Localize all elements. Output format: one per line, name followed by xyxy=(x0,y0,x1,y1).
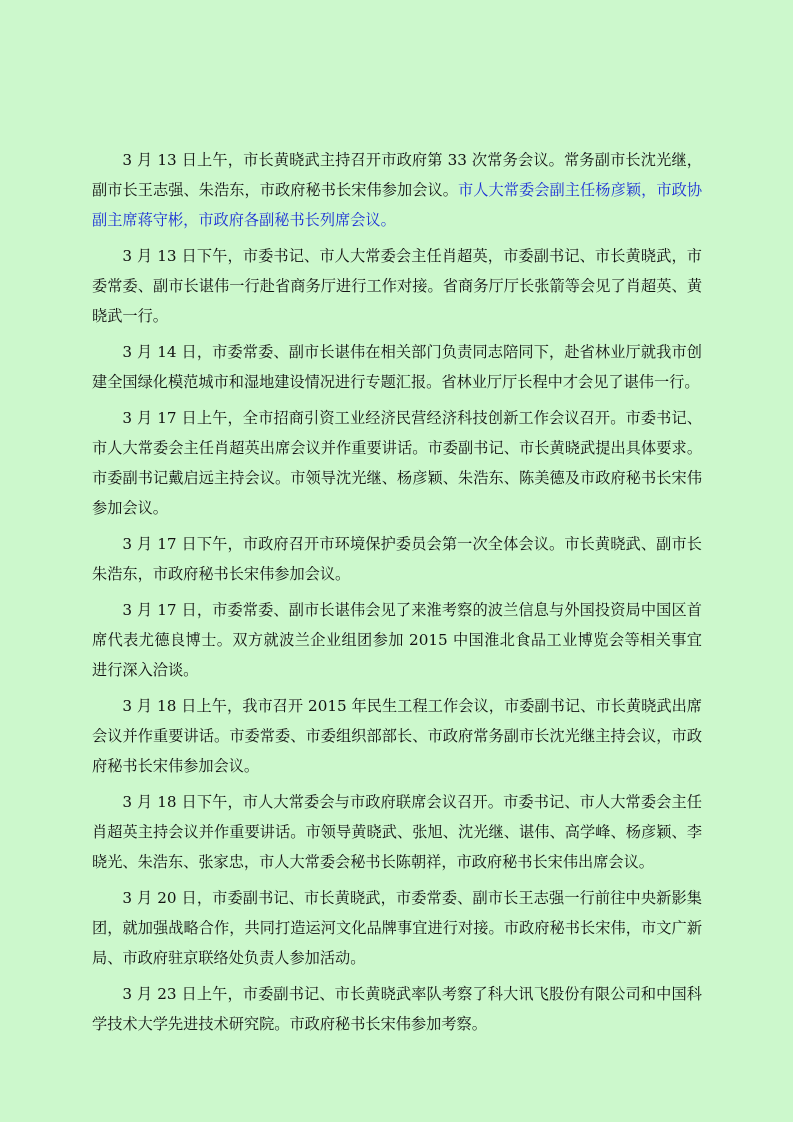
paragraph-1 xyxy=(92,145,702,235)
paragraph-8: 3 月 18 日下午，市人大常委会与市政府联席会议召开。市委书记、市人大常委会主任肖超英主持会议并作重要讲话。市领导黄晓武、张旭、沈光继、谌伟、高学峰、杨彦颖、李晓光、朱浩东、张家忠，市人大常委会秘书长陈朝祥，市政府秘书长宋伟出席会议。 xyxy=(92,793,702,871)
paragraph-5: 3 月 17 日下午，市政府召开市环境保护委员会第一次全体会议。市长黄晓武、副市长朱浩东，市政府秘书长宋伟参加会议。 xyxy=(92,535,702,583)
paragraph-7: 3 月 18 日上午，我市召开 2015 年民生工程工作会议，市委副书记、市长黄晓武出席会议并作重要讲话。市委常委、市委组织部部长、市政府常务副市长沈光继主持会议，市政府秘书长宋伟参加会议。 xyxy=(92,697,702,775)
paragraph-9: 3 月 20 日，市委副书记、市长黄晓武，市委常委、副市长王志强一行前往中央新影集团，就加强战略合作，共同打造运河文化品牌事宜进行对接。市政府秘书长宋伟，市文广新局、市政府驻京联络处负责人参加活动。 xyxy=(92,889,702,967)
paragraph-2: 3 月 13 日下午，市委书记、市人大常委会主任肖超英，市委副书记、市长黄晓武，市委常委、副市长谌伟一行赴省商务厅进行工作对接。省商务厅厅长张箭等会见了肖超英、黄晓武一行。 xyxy=(92,247,702,325)
paragraph-6: 3 月 17 日，市委常委、副市长谌伟会见了来淮考察的波兰信息与外国投资局中国区首席代表尤德良博士。双方就波兰企业组团参加 2015 中国淮北食品工业博览会等相关事宜进行深入洽谈。 xyxy=(92,601,702,679)
document-body xyxy=(92,145,702,1045)
paragraph-1-highlight: 市人大常委会副主任杨彦颖，市政协副主席蒋守彬，市政府各副秘书长列席会议。 xyxy=(92,181,703,229)
paragraph-3: 3 月 14 日，市委常委、副市长谌伟在相关部门负责同志陪同下，赴省林业厅就我市创建全国绿化模范城市和湿地建设情况进行专题汇报。省林业厅厅长程中才会见了谌伟一行。 xyxy=(92,343,702,391)
paragraph-10: 3 月 23 日上午，市委副书记、市长黄晓武率队考察了科大讯飞股份有限公司和中国科学技术大学先进技术研究院。市政府秘书长宋伟参加考察。 xyxy=(92,985,702,1033)
paragraph-4: 3 月 17 日上午，全市招商引资工业经济民营经济科技创新工作会议召开。市委书记、市人大常委会主任肖超英出席会议并作重要讲话。市委副书记、市长黄晓武提出具体要求。市委副书记戴启远主持会议。市领导沈光继、杨彦颖、朱浩东、陈美德及市政府秘书长宋伟参加会议。 xyxy=(92,409,702,517)
paragraph-1-text: 3 月 13 日上午，市长黄晓武主持召开市政府第 33 次常务会议。常务副市长沈光继，副市长王志强、朱浩东，市政府秘书长宋伟参加会议。 xyxy=(92,151,702,199)
